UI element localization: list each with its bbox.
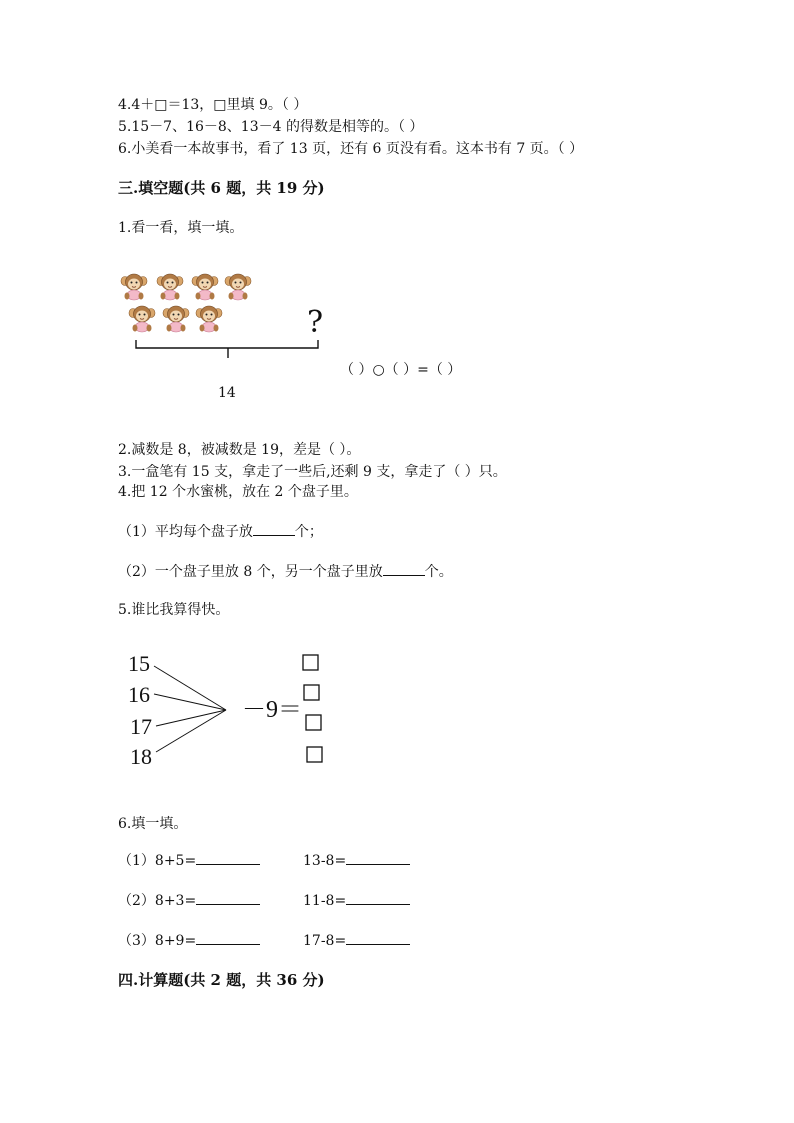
q6-row-1-right-label: 13-8= [303, 853, 347, 869]
q6-row-2-label: （2）8+3= [118, 893, 197, 909]
fill-q4-1-end: 个； [294, 524, 323, 540]
fill-q4-1 [118, 523, 323, 541]
fill-q4-2-text: （2）一个盘子里放 8 个，另一个盘子里放 [118, 564, 383, 580]
fill-q4-2-end: 个。 [424, 564, 453, 580]
q6-row-3-left [118, 932, 260, 950]
q6-row-1-blank-left[interactable] [196, 852, 260, 865]
answer-box-2[interactable] [304, 685, 319, 700]
fill-q4-1-text: （1）平均每个盘子放 [118, 524, 253, 540]
q6-row-2-blank-left[interactable] [196, 892, 260, 905]
fill-q4-2-blank[interactable] [383, 563, 425, 576]
monkey-illustration [120, 270, 260, 340]
q5-connector-lines [150, 660, 230, 760]
q6-row-1-left [118, 852, 260, 870]
fill-q6-text: 6.填一填。 [118, 816, 188, 832]
q6-row-1-label: （1）8+5= [118, 853, 197, 869]
fill-q1-text: 1.看一看，填一填。 [118, 220, 244, 236]
q6-row-3-blank-left[interactable] [196, 932, 260, 945]
q6-row-2-right [303, 892, 410, 910]
q5-operator: －9＝ [242, 697, 302, 723]
q6-row-3-blank-right[interactable] [346, 932, 410, 945]
equation-blanks: （ ）○（ ）=（ ） [340, 362, 462, 378]
brace-total: 14 [218, 385, 236, 401]
fill-q4-2 [118, 563, 453, 581]
q6-row-2-left [118, 892, 260, 910]
q6-row-3-right-label: 17-8= [303, 933, 347, 949]
brace [130, 340, 330, 360]
monkey-row-top [121, 274, 251, 300]
q5-answer-boxes [300, 652, 330, 772]
fill-q4-1-blank[interactable] [253, 523, 295, 536]
question-mark: ? [307, 305, 324, 340]
judge-q4: 4.4＋□＝13，□里填 9。（ ） [118, 97, 308, 113]
answer-box-4[interactable] [307, 747, 322, 762]
q6-row-1-right [303, 852, 410, 870]
section4-heading: 四.计算题(共 2 题，共 36 分) [118, 971, 325, 989]
monkey-row-bottom [129, 306, 222, 332]
fill-q4: 4.把 12 个水蜜桃，放在 2 个盘子里。 [118, 484, 358, 500]
q6-row-2-right-label: 11-8= [303, 893, 347, 909]
judge-q6: 6.小美看一本故事书，看了 13 页，还有 6 页没有看。这本书有 7 页。（ ） [118, 141, 584, 157]
judge-q5: 5.15－7、16－8、13－4 的得数是相等的。（ ） [118, 119, 424, 135]
q6-row-1-blank-right[interactable] [346, 852, 410, 865]
fill-q5-text: 5.谁比我算得快。 [118, 602, 230, 618]
q6-row-2-blank-right[interactable] [346, 892, 410, 905]
q5-number-1: 15 [128, 651, 150, 676]
q5-number-4: 18 [130, 744, 152, 769]
fill-q2: 2.减数是 8，被减数是 19，差是（ ）。 [118, 442, 361, 458]
q6-row-3-right [303, 932, 410, 950]
answer-box-1[interactable] [303, 655, 318, 670]
fill-q3: 3.一盒笔有 15 支，拿走了一些后,还剩 9 支，拿走了（ ）只。 [118, 464, 507, 480]
q5-number-2: 16 [128, 682, 150, 707]
q6-row-3-label: （3）8+9= [118, 933, 197, 949]
q5-number-3: 17 [130, 714, 152, 739]
section3-heading: 三.填空题(共 6 题，共 19 分) [118, 179, 325, 197]
answer-box-3[interactable] [306, 715, 321, 730]
